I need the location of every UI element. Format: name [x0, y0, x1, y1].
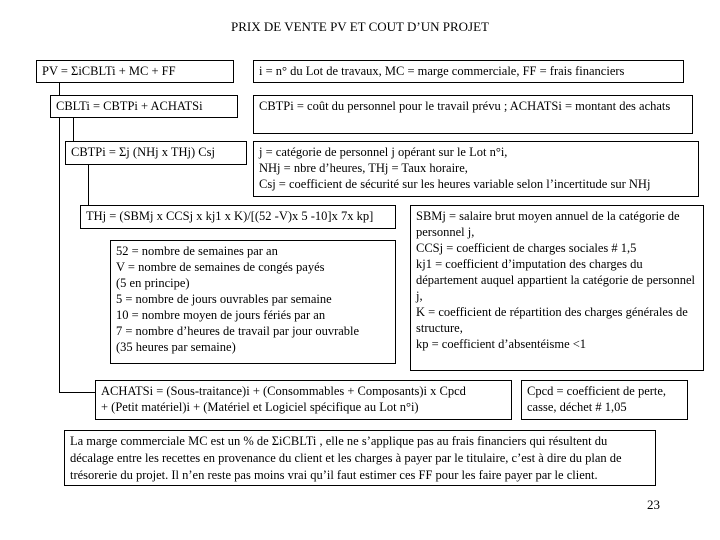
cbtp-equation: CBTPi = Σj (NHj x THj) Csj	[71, 145, 215, 159]
cbtp-definition-box	[253, 95, 693, 134]
cblt-equation-box	[50, 95, 238, 118]
sbm-definition-box	[410, 205, 704, 371]
pv-definition-box	[253, 60, 684, 83]
cpcd-definition: Cpcd = coefficient de perte, casse, déchet # 1,05	[527, 384, 667, 414]
cbtp-equation-box	[65, 141, 247, 165]
page-number: 23	[647, 497, 660, 512]
pv-definition: i = n° du Lot de travaux, MC = marge commerciale, FF = frais financiers	[259, 64, 625, 78]
personnel-definition-box	[253, 141, 699, 197]
weeks-notes: 52 = nombre de semaines par an V = nombre de semaines de congés payés (5 en principe) 5 = nombre de jours ouvrables par semaine 10 = nombre moyen de jours fériés par an 7 = nombre d’heures de travail par jour ouvrable (35 heures par semaine)	[116, 244, 360, 354]
weeks-notes-box	[110, 240, 396, 364]
page-title: PRIX DE VENTE PV ET COUT D’UN PROJET	[231, 19, 489, 34]
achats-equation-box	[95, 380, 512, 420]
sbm-definition: SBMj = salaire brut moyen annuel de la catégorie de personnel j, CCSj = coefficient de charges sociales # 1,5 kj1 = coefficient d’imputation des charges du département auquel appartient la catégorie de personnel j, K = coefficient de répartition des charges générales de structure, kp = coefficient d’absentéisme <1	[416, 209, 696, 351]
cblt-equation: CBLTi = CBTPi + ACHATSi	[56, 99, 203, 113]
personnel-definition: j = catégorie de personnel j opérant sur le Lot n°i, NHj = nbre d’heures, THj = Taux horaire, Csj = coefficient de sécurité sur les heures variable selon l’incertitude sur NHj	[259, 145, 651, 191]
cbtp-definition: CBTPi = coût du personnel pour le travail prévu ; ACHATSi = montant des achats	[259, 99, 671, 113]
pv-equation-box	[36, 60, 234, 83]
mc-note: La marge commerciale MC est un % de ΣiCBLTi , elle ne s’applique pas au frais financiers qui résultent du décalage entre les recettes en provenance du client et les charges à payer par le titulaire, c’est à dire du plan de trésorerie du projet. Il n’en reste pas moins vrai qu’il faut estimer ces FF pour les faire payer par le client.	[70, 434, 622, 482]
connector-achats-horizontal	[59, 392, 95, 393]
pv-equation: PV = ΣiCBLTi + MC + FF	[42, 64, 176, 78]
connector-main-vertical	[59, 82, 60, 392]
achats-equation: ACHATSi = (Sous-traitance)i + (Consommables + Composants)i x Cpcd + (Petit matériel)i + (Matériel et Logiciel spécifique au Lot n°i)	[101, 384, 466, 414]
th-equation-box	[80, 205, 396, 229]
th-equation: THj = (SBMj x CCSj x kj1 x K)/[(52 -V)x 5 -10]x 7x kp]	[86, 209, 374, 223]
cpcd-definition-box	[521, 380, 688, 420]
mc-note-box	[64, 430, 656, 486]
